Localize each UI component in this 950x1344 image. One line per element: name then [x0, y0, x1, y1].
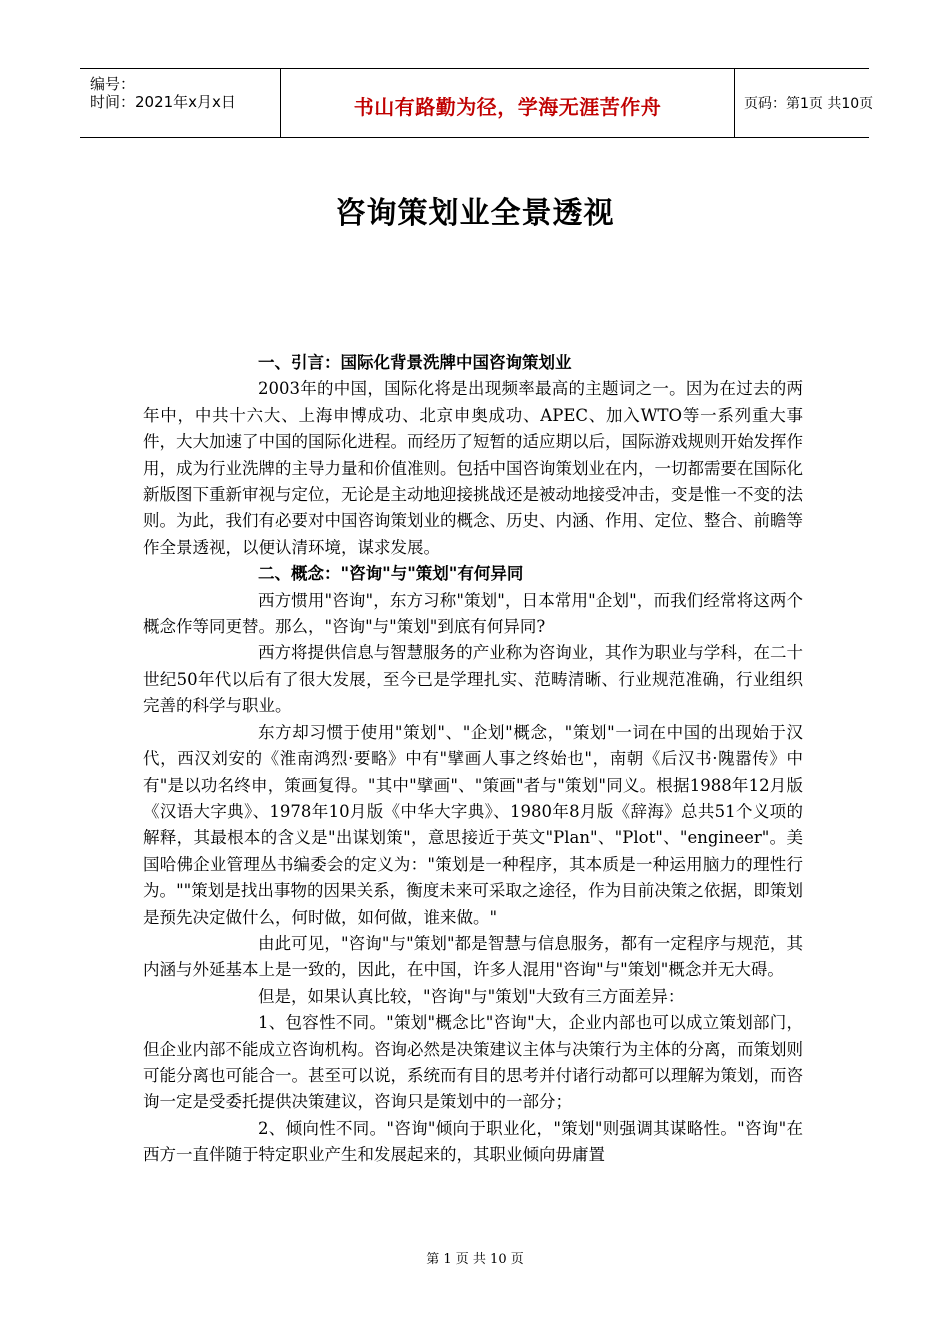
body-paragraph: 2、倾向性不同。"咨询"倾向于职业化，"策划"则强调其谋略性。"咨询"在西方一直伴随于特定职业产生和发展起来的，其职业倾向毋庸置 [143, 1118, 803, 1165]
header-left-cell [80, 69, 280, 137]
body-paragraph: 1、包容性不同。"策划"概念比"咨询"大，企业内部也可以成立策划部门，但企业内部不能成立咨询机构。咨询必然是决策建议主体与决策行为主体的分离，而策划则可能分离也可能合一。甚至可以说，系统而有目的思考并付诸行动都可以理解为策划，而咨询一定是受委托提供决策建议，咨询只是策划中的一部分； [143, 1013, 803, 1112]
document-body [143, 350, 803, 1169]
body-paragraph: 东方却习惯于使用"策划"、"企划"概念，"策划"一词在中国的出现始于汉代，西汉刘安的《淮南鸿烈·要略》中有"擘画人事之终始也"，南朝《后汉书·隗嚣传》中有"是以功名终申，策画复得。"其中"擘画"、"策画"者与"策划"同义。根据1988年12月版《汉语大字典》、1978年10月版《中华大字典》、1980年8月版《辞海》总共51个义项的解释，其最根本的含义是"出谋划策"，意思接近于英文"Plan"、"Plot"、"engineer"。美国哈佛企业管理丛书编委会的定义为："策划是一种程序，其本质是一种运用脑力的理性行为。""策划是找出事物的因果关系，衡度未来可采取之途径，作为目前决策之依据，即策划是预先决定做什么，何时做，如何做，谁来做。" [143, 722, 803, 927]
body-paragraph: 西方将提供信息与智慧服务的产业称为咨询业，其作为职业与学科，在二十世纪50年代以后有了很大发展，至今已是学理扎实、范畴清晰、行业规范准确，行业组织完善的科学与职业。 [143, 643, 803, 716]
header-motto: 书山有路勤为径，学海无涯苦作舟 [353, 95, 662, 119]
document-number-label: 编号： [90, 75, 136, 93]
header-motto-cell [280, 69, 735, 137]
body-paragraph: 由此可见，"咨询"与"策划"都是智慧与信息服务，都有一定程序与规范，其内涵与外延基本上是一致的，因此，在中国，许多人混用"咨询"与"策划"概念并无大碍。 [143, 933, 803, 980]
section-heading: 二、概念："咨询"与"策划"有何异同 [258, 564, 524, 584]
body-paragraph: 但是，如果认真比较，"咨询"与"策划"大致有三方面差异： [258, 986, 685, 1006]
header-page-cell [734, 69, 874, 137]
section-heading: 一、引言：国际化背景洗牌中国咨询策划业 [258, 353, 572, 372]
header-page-code: 页码：第1页 共10页 [744, 96, 874, 112]
body-paragraph: 2003年的中国，国际化将是出现频率最高的主题词之一。因为在过去的两年中，中共十六大、上海申博成功、北京申奥成功、APEC、加入WTO等一系列重大事件，大大加速了中国的国际化进程。而经历了短暂的适应期以后，国际游戏规则开始发挥作用，成为行业洗牌的主导力量和价值准则。包括中国咨询策划业在内，一切都需要在国际化新版图下重新审视与定位，无论是主动地迎接挑战还是被动地接受冲击，变是惟一不变的法则。为此，我们有必要对中国咨询策划业的概念、历史、内涵、作用、定位、整合、前瞻等作全景透视，以便认清环境，谋求发展。 [143, 379, 803, 557]
body-paragraph: 西方惯用"咨询"，东方习称"策划"，日本常用"企划"，而我们经常将这两个概念作等同更替。那么，"咨询"与"策划"到底有何异同? [143, 590, 803, 637]
page-footer: 第 1 页 共 10 页 [426, 1252, 524, 1267]
header-table [80, 68, 874, 138]
document-title: 咨询策划业全景透视 [335, 196, 615, 231]
document-time-label: 时间：2021年x月x日 [90, 93, 236, 111]
